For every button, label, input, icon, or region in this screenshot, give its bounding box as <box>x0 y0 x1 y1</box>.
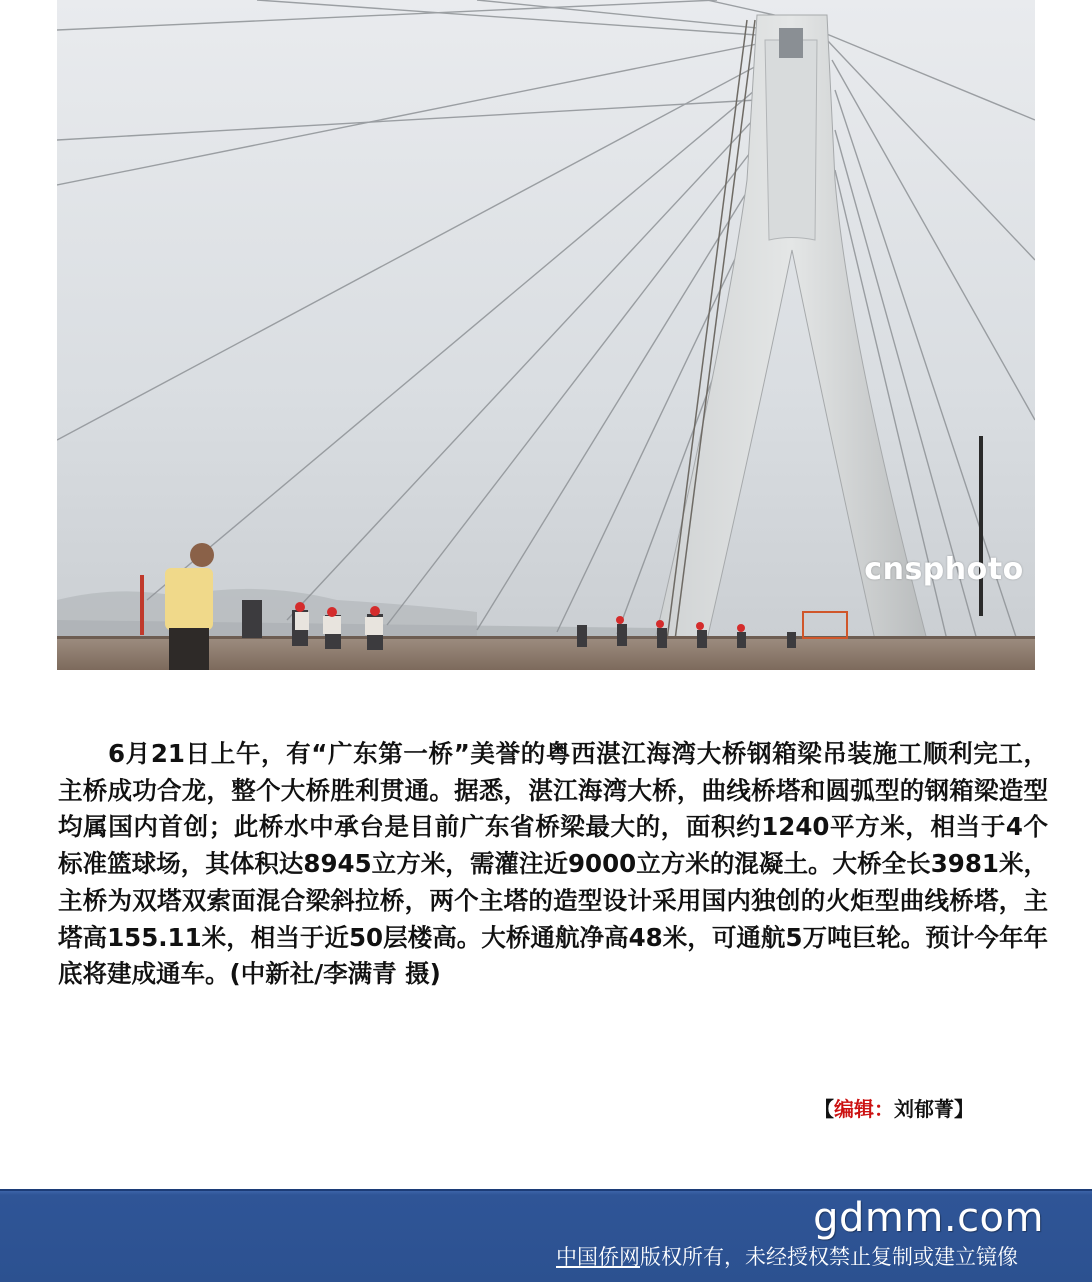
article-body: 6月21日上午，有“广东第一桥”美誉的粤西湛江海湾大桥钢箱梁吊装施工顺利完工，主桥成功合龙，整个大桥胜利贯通。据悉，湛江海湾大桥，曲线桥塔和圆弧型的钢箱梁造型均属国内首创；此桥水中承台是目前广东省桥梁最大的，面积约1240平方米，相当于4个标准篮球场，其体积达8945立方米，需灌注近9000立方米的混凝土。大桥全长3981米，主桥为双塔双索面混合梁斜拉桥，两个主塔的造型设计采用国内独创的火炬型曲线桥塔，主塔高155.11米，相当于近50层楼高。大桥通航净高48米，可通航5万吨巨轮。预计今年年底将建成通车。(中新社/李满青 摄) <box>58 739 1048 989</box>
site-name-link[interactable]: 中国侨网 <box>556 1245 640 1269</box>
site-footer <box>0 1189 1092 1282</box>
copyright-text: 版权所有，未经授权禁止复制或建立镜像 <box>640 1245 1018 1269</box>
editor-open-bracket: 【 <box>814 1097 834 1121</box>
editor-credit <box>814 1093 974 1122</box>
editor-close-bracket: 】 <box>954 1097 974 1121</box>
copyright-notice <box>556 1241 1018 1271</box>
editor-name: 刘郁菁 <box>894 1097 954 1121</box>
photo-watermark: cnsphoto <box>864 552 1024 587</box>
editor-label: 编辑： <box>834 1097 894 1121</box>
news-photo <box>57 0 1035 670</box>
site-logo[interactable]: gdmm.com <box>813 1195 1044 1241</box>
